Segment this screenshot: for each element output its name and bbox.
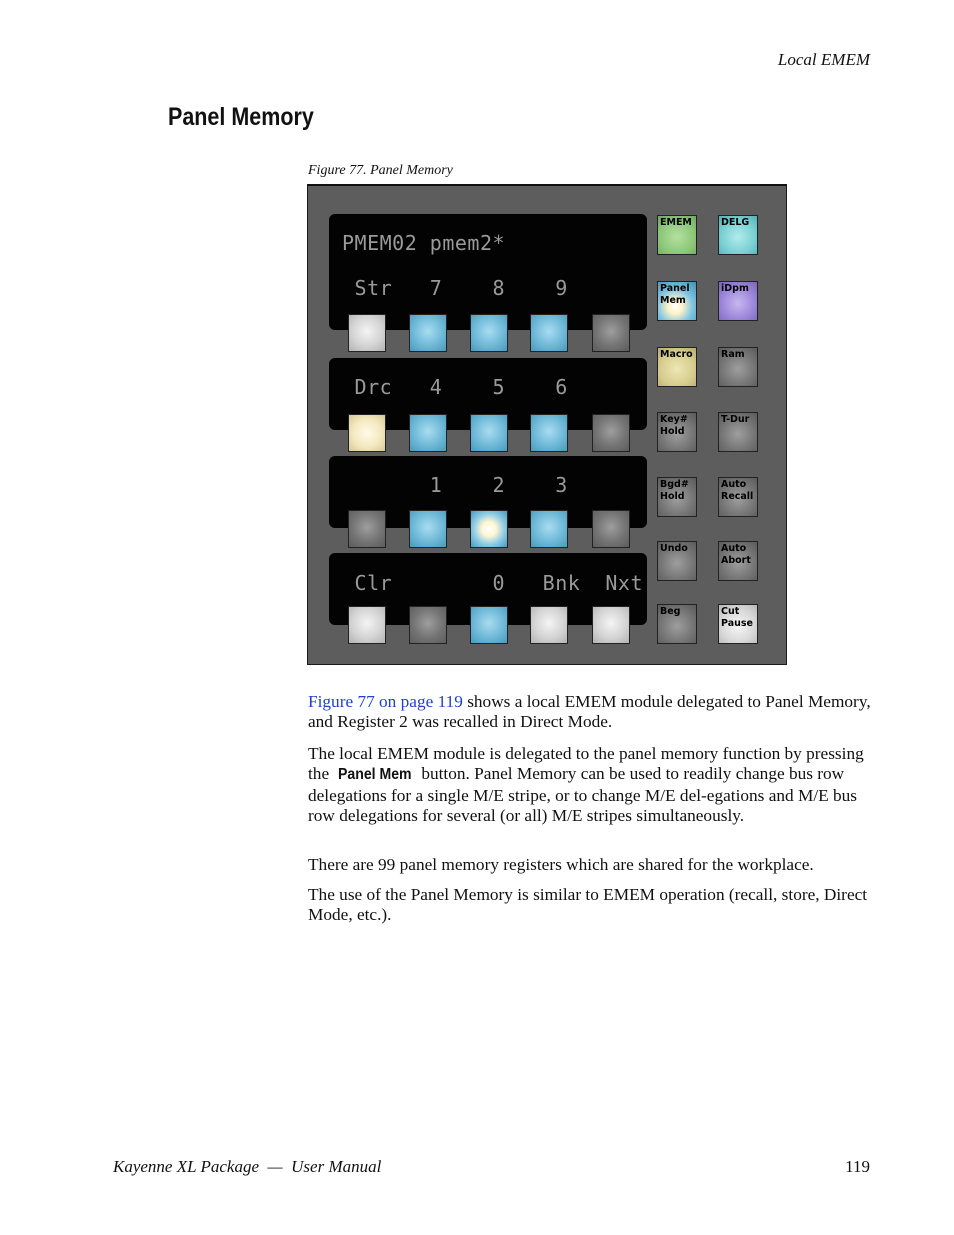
- key-9[interactable]: [530, 314, 568, 352]
- clear-key[interactable]: [348, 606, 386, 644]
- key-6[interactable]: [530, 414, 568, 452]
- idpm-button[interactable]: [718, 281, 758, 321]
- key-0[interactable]: [470, 606, 508, 644]
- bank-key[interactable]: [530, 606, 568, 644]
- direct-key[interactable]: [348, 414, 386, 452]
- auto-abort-button[interactable]: [718, 541, 758, 581]
- paragraph-2-text-b: button. Panel Memory can be used to readily change bus row delegations for a single M/E stripe, or to change M/E del-egations and M/E bus row delegations for several (or all) M/E stripes simultaneously.: [308, 764, 858, 825]
- lcd-display-row-1: [329, 214, 647, 330]
- cut-pause-button[interactable]: [718, 604, 758, 644]
- key-3[interactable]: [530, 510, 568, 548]
- store-key[interactable]: [348, 314, 386, 352]
- delg-button-label: DELG: [721, 217, 750, 228]
- undo-button[interactable]: [657, 541, 697, 581]
- footer-manual-title: Kayenne XL Package — User Manual: [113, 1157, 382, 1176]
- key-hold-button[interactable]: [657, 412, 697, 452]
- paragraph-4: The use of the Panel Memory is similar to EMEM operation (recall, store, Direct Mode, etc.).: [308, 885, 868, 925]
- lcd-key-labels: Clr 0 Bnk Nxt: [342, 571, 643, 595]
- key-hold-button-label: Key# Hold: [660, 414, 688, 437]
- key-5[interactable]: [470, 414, 508, 452]
- key-7[interactable]: [409, 314, 447, 352]
- lcd-key-labels: 1 2 3: [342, 473, 568, 497]
- bgd-hold-button[interactable]: [657, 477, 697, 517]
- figure-caption: Figure 77. Panel Memory: [308, 163, 453, 178]
- macro-button-label: Macro: [660, 349, 693, 360]
- blank-key-4[interactable]: [592, 510, 630, 548]
- paragraph-3: There are 99 panel memory registers which are shared for the workplace.: [308, 855, 814, 874]
- section-heading: Panel Memory: [168, 103, 314, 131]
- auto-recall-button[interactable]: [718, 477, 758, 517]
- panel-mem-button[interactable]: [657, 281, 697, 321]
- delg-button[interactable]: [718, 215, 758, 255]
- t-dur-button[interactable]: [718, 412, 758, 452]
- figure-link[interactable]: Figure 77 on page 119: [308, 692, 463, 711]
- lcd-key-labels: Str 7 8 9: [342, 276, 568, 300]
- panel-mem-button-label: Panel Mem: [660, 283, 690, 306]
- macro-button[interactable]: [657, 347, 697, 387]
- cut-pause-button-label: Cut Pause: [721, 606, 753, 629]
- next-key[interactable]: [592, 606, 630, 644]
- auto-abort-button-label: Auto Abort: [721, 543, 751, 566]
- key-2[interactable]: [470, 510, 508, 548]
- bgd-hold-button-label: Bgd# Hold: [660, 479, 689, 502]
- running-header: Local EMEM: [777, 50, 870, 69]
- ram-button-label: Ram: [721, 349, 745, 360]
- paragraph-1-text: shows a local EMEM module delegated to Panel Memory, and Register 2 was recalled in Direct Mode.: [308, 692, 871, 732]
- lcd-key-labels: Drc 4 5 6: [342, 375, 568, 399]
- blank-key-5[interactable]: [409, 606, 447, 644]
- beg-button[interactable]: [657, 604, 697, 644]
- paragraph-2: [308, 744, 873, 826]
- key-4[interactable]: [409, 414, 447, 452]
- beg-button-label: Beg: [660, 606, 681, 617]
- emem-button[interactable]: [657, 215, 697, 255]
- paragraph-2-text-a: The local EMEM module is delegated to the panel memory function by pressing the: [308, 744, 864, 784]
- ram-button[interactable]: [718, 347, 758, 387]
- footer-page-number: 119: [845, 1157, 870, 1176]
- blank-key-1[interactable]: [592, 314, 630, 352]
- panel-mem-reference: Panel Mem: [338, 766, 413, 784]
- lcd-status-text: PMEM02 pmem2*: [342, 231, 506, 255]
- blank-key-3[interactable]: [348, 510, 386, 548]
- blank-key-2[interactable]: [592, 414, 630, 452]
- idpm-button-label: iDpm: [721, 283, 749, 294]
- paragraph-1: [308, 692, 873, 733]
- auto-recall-button-label: Auto Recall: [721, 479, 754, 502]
- undo-button-label: Undo: [660, 543, 688, 554]
- key-8[interactable]: [470, 314, 508, 352]
- panel-memory-figure: [307, 184, 787, 665]
- key-1[interactable]: [409, 510, 447, 548]
- emem-button-label: EMEM: [660, 217, 692, 228]
- t-dur-button-label: T-Dur: [721, 414, 750, 425]
